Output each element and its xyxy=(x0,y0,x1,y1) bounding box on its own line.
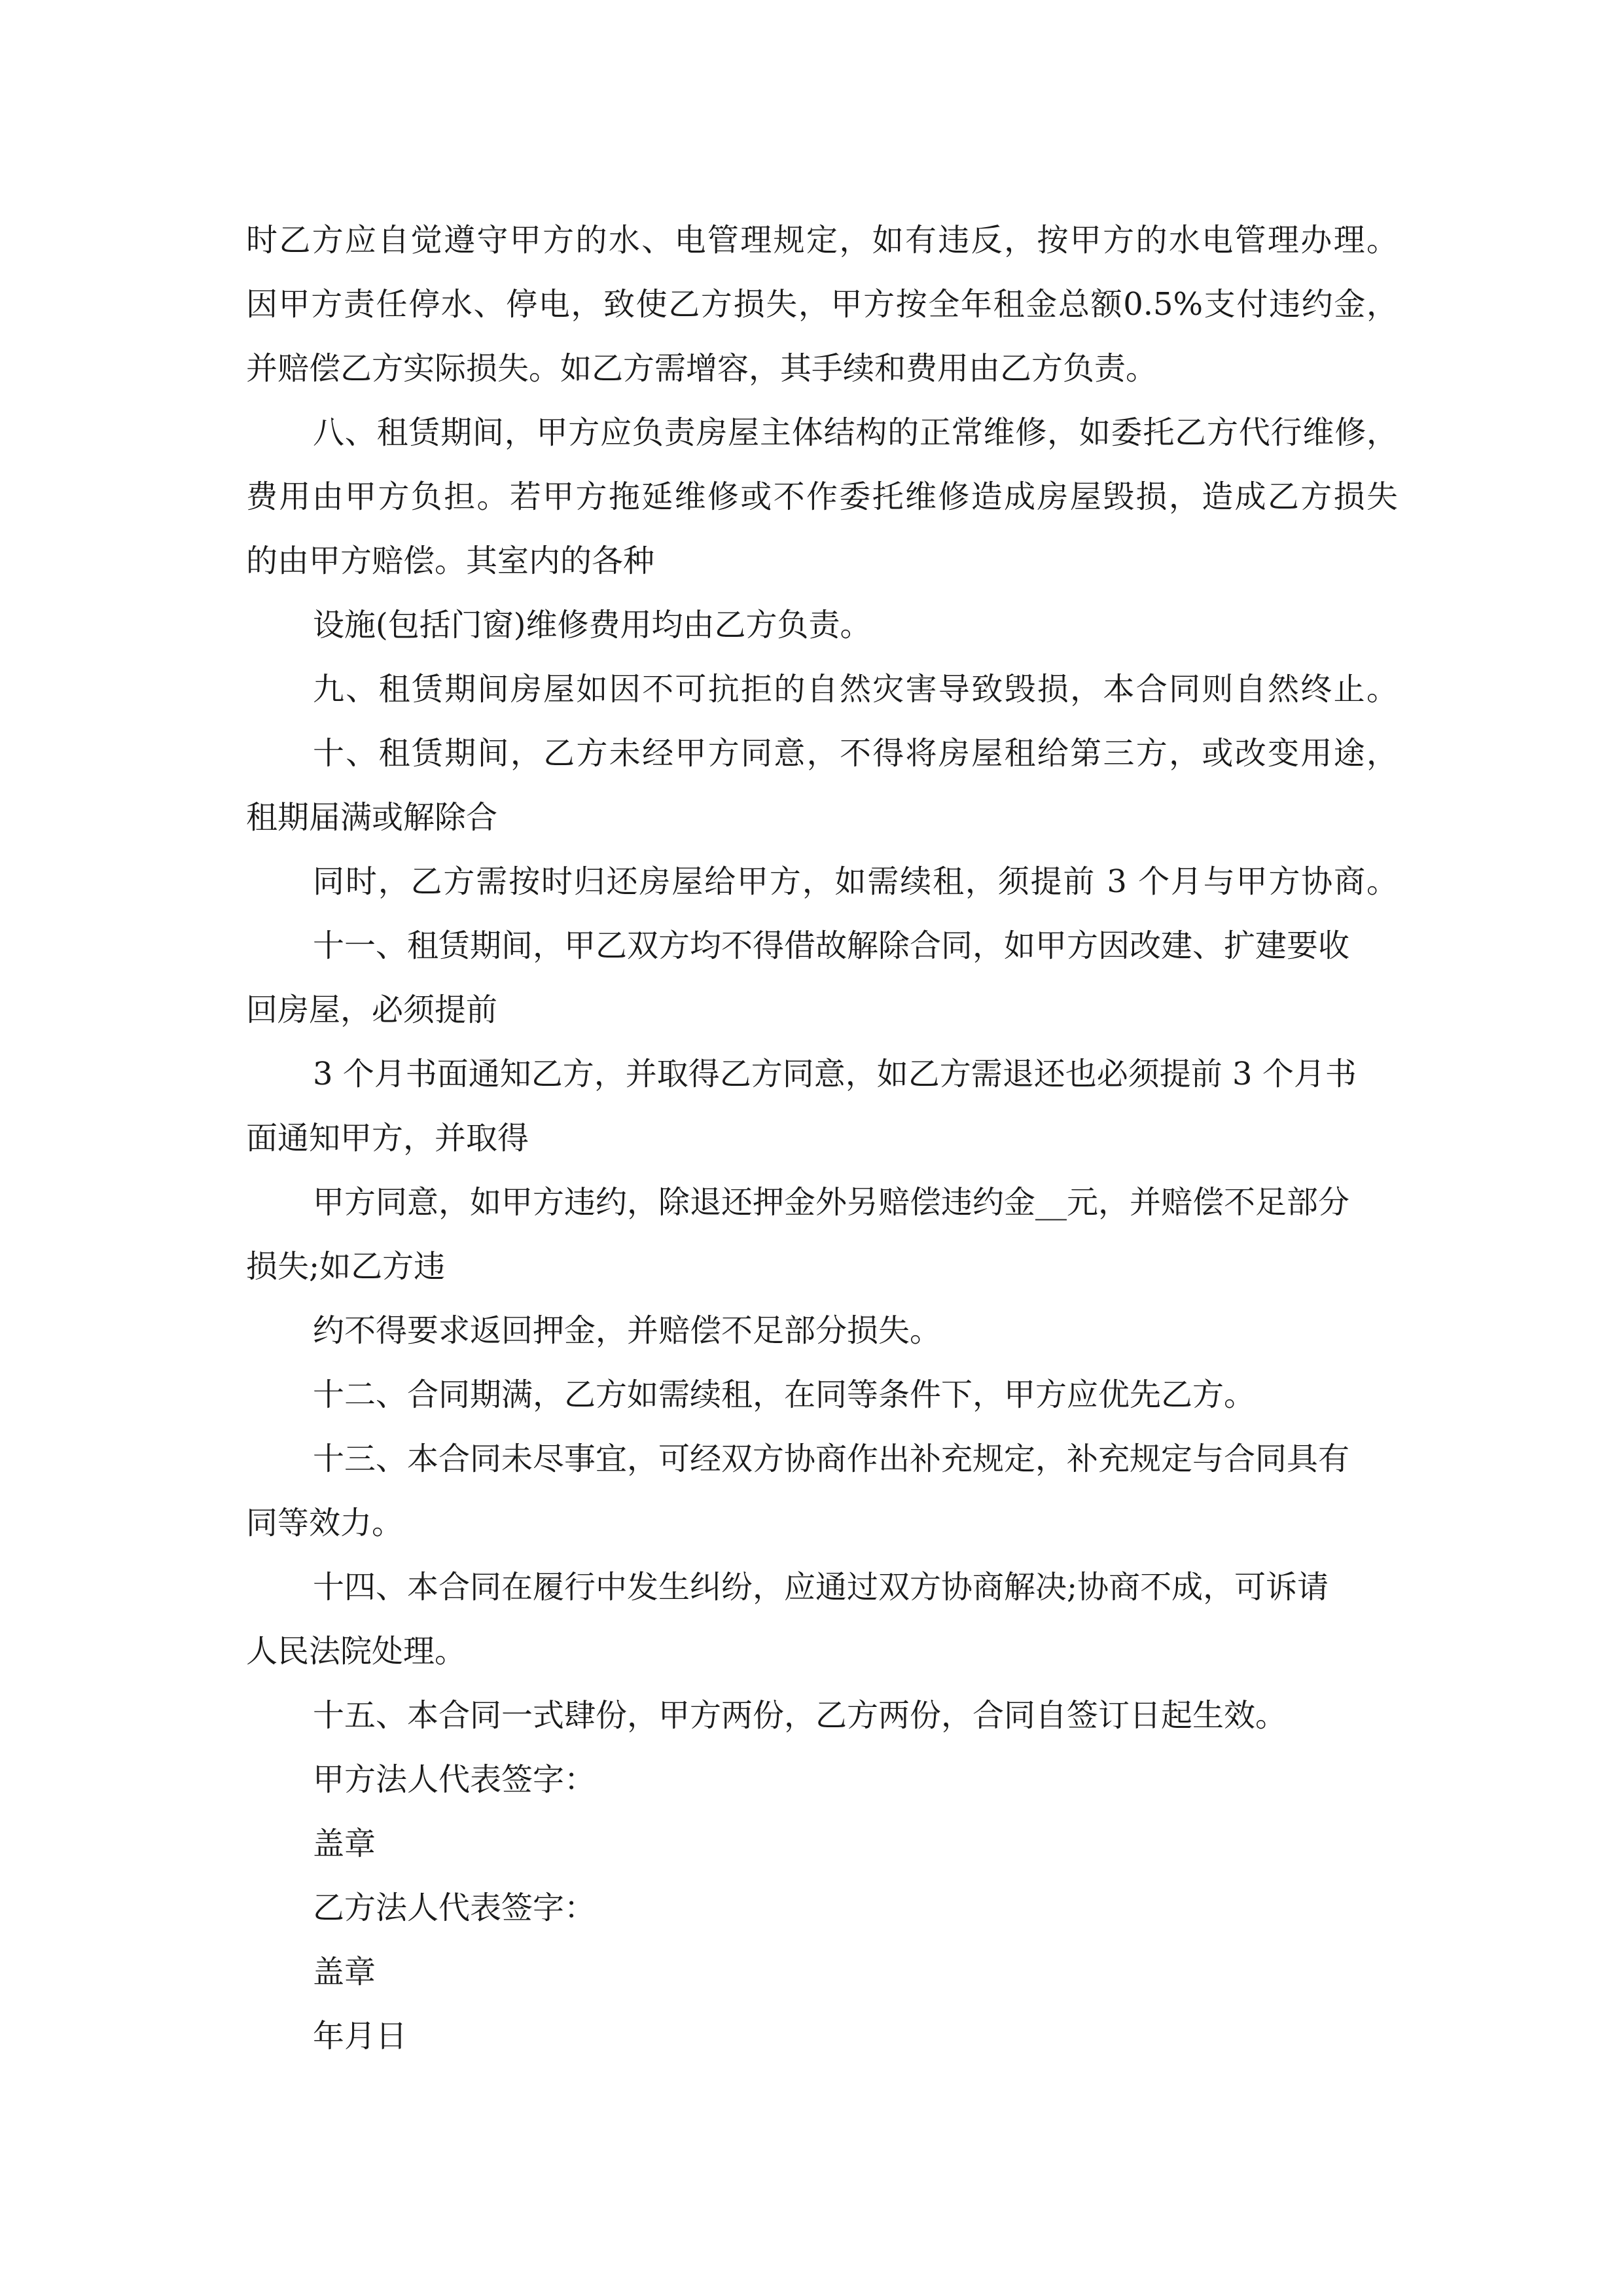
clause-13-line: 十三、本合同未尽事宜，可经双方协商作出补充规定，补充规定与合同具有 xyxy=(313,1441,1350,1477)
text-line: 时乙方应自觉遵守甲方的水、电管理规定，如有违反，按甲方的水电管理办理。 xyxy=(246,222,1398,259)
text-line: 费用由甲方负担。若甲方拖延维修或不作委托维修造成房屋毁损，造成乙方损失 xyxy=(246,478,1398,515)
text-line: 3 个月书面通知乙方，并取得乙方同意，如乙方需退还也必须提前 3 个月书 xyxy=(313,1056,1357,1092)
text-line: 甲方同意，如甲方违约，除退还押金外另赔偿违约金__元，并赔偿不足部分 xyxy=(313,1184,1350,1221)
text-line: 约不得要求返回押金，并赔偿不足部分损失。 xyxy=(313,1312,942,1349)
text-line: 的由甲方赔偿。其室内的各种 xyxy=(246,543,655,579)
text-line: 面通知甲方，并取得 xyxy=(246,1120,529,1157)
text-line: 同时，乙方需按时归还房屋给甲方，如需续租，须提前 3 个月与甲方协商。 xyxy=(313,863,1398,900)
text-line: 并赔偿乙方实际损失。如乙方需增容，其手续和费用由乙方负责。 xyxy=(246,350,1158,387)
clause-14-line: 十四、本合同在履行中发生纠纷，应通过双方协商解决;协商不成，可诉请 xyxy=(313,1569,1329,1605)
party-b-signature-label: 乙方法人代表签字： xyxy=(313,1890,596,1926)
text-line: 损失;如乙方违 xyxy=(246,1248,446,1285)
text-line: 因甲方责任停水、停电，致使乙方损失，甲方按全年租金总额0.5%支付违约金， xyxy=(246,286,1398,323)
party-b-seal-label: 盖章 xyxy=(313,1954,376,1990)
text-line: 同等效力。 xyxy=(246,1505,404,1541)
clause-8-line: 八、租赁期间，甲方应负责房屋主体结构的正常维修，如委托乙方代行维修， xyxy=(313,414,1398,451)
date-label: 年月日 xyxy=(313,2018,408,2054)
clause-9-line: 九、租赁期间房屋如因不可抗拒的自然灾害导致毁损，本合同则自然终止。 xyxy=(313,671,1398,708)
text-line: 人民法院处理。 xyxy=(246,1633,467,1670)
clause-15-line: 十五、本合同一式肆份，甲方两份，乙方两份，合同自签订日起生效。 xyxy=(313,1697,1287,1734)
text-line: 回房屋，必须提前 xyxy=(246,992,498,1028)
party-a-signature-label: 甲方法人代表签字： xyxy=(313,1761,596,1798)
party-a-seal-label: 盖章 xyxy=(313,1825,376,1862)
contract-body xyxy=(246,208,1398,2068)
clause-11-line: 十一、租赁期间，甲乙双方均不得借故解除合同，如甲方因改建、扩建要收 xyxy=(313,927,1350,964)
text-line: 设施(包括门窗)维修费用均由乙方负责。 xyxy=(313,607,872,643)
text-line: 租期届满或解除合 xyxy=(246,799,498,836)
clause-12-line: 十二、合同期满，乙方如需续租，在同等条件下，甲方应优先乙方。 xyxy=(313,1376,1256,1413)
clause-10-line: 十、租赁期间，乙方未经甲方同意，不得将房屋租给第三方，或改变用途， xyxy=(313,735,1398,772)
